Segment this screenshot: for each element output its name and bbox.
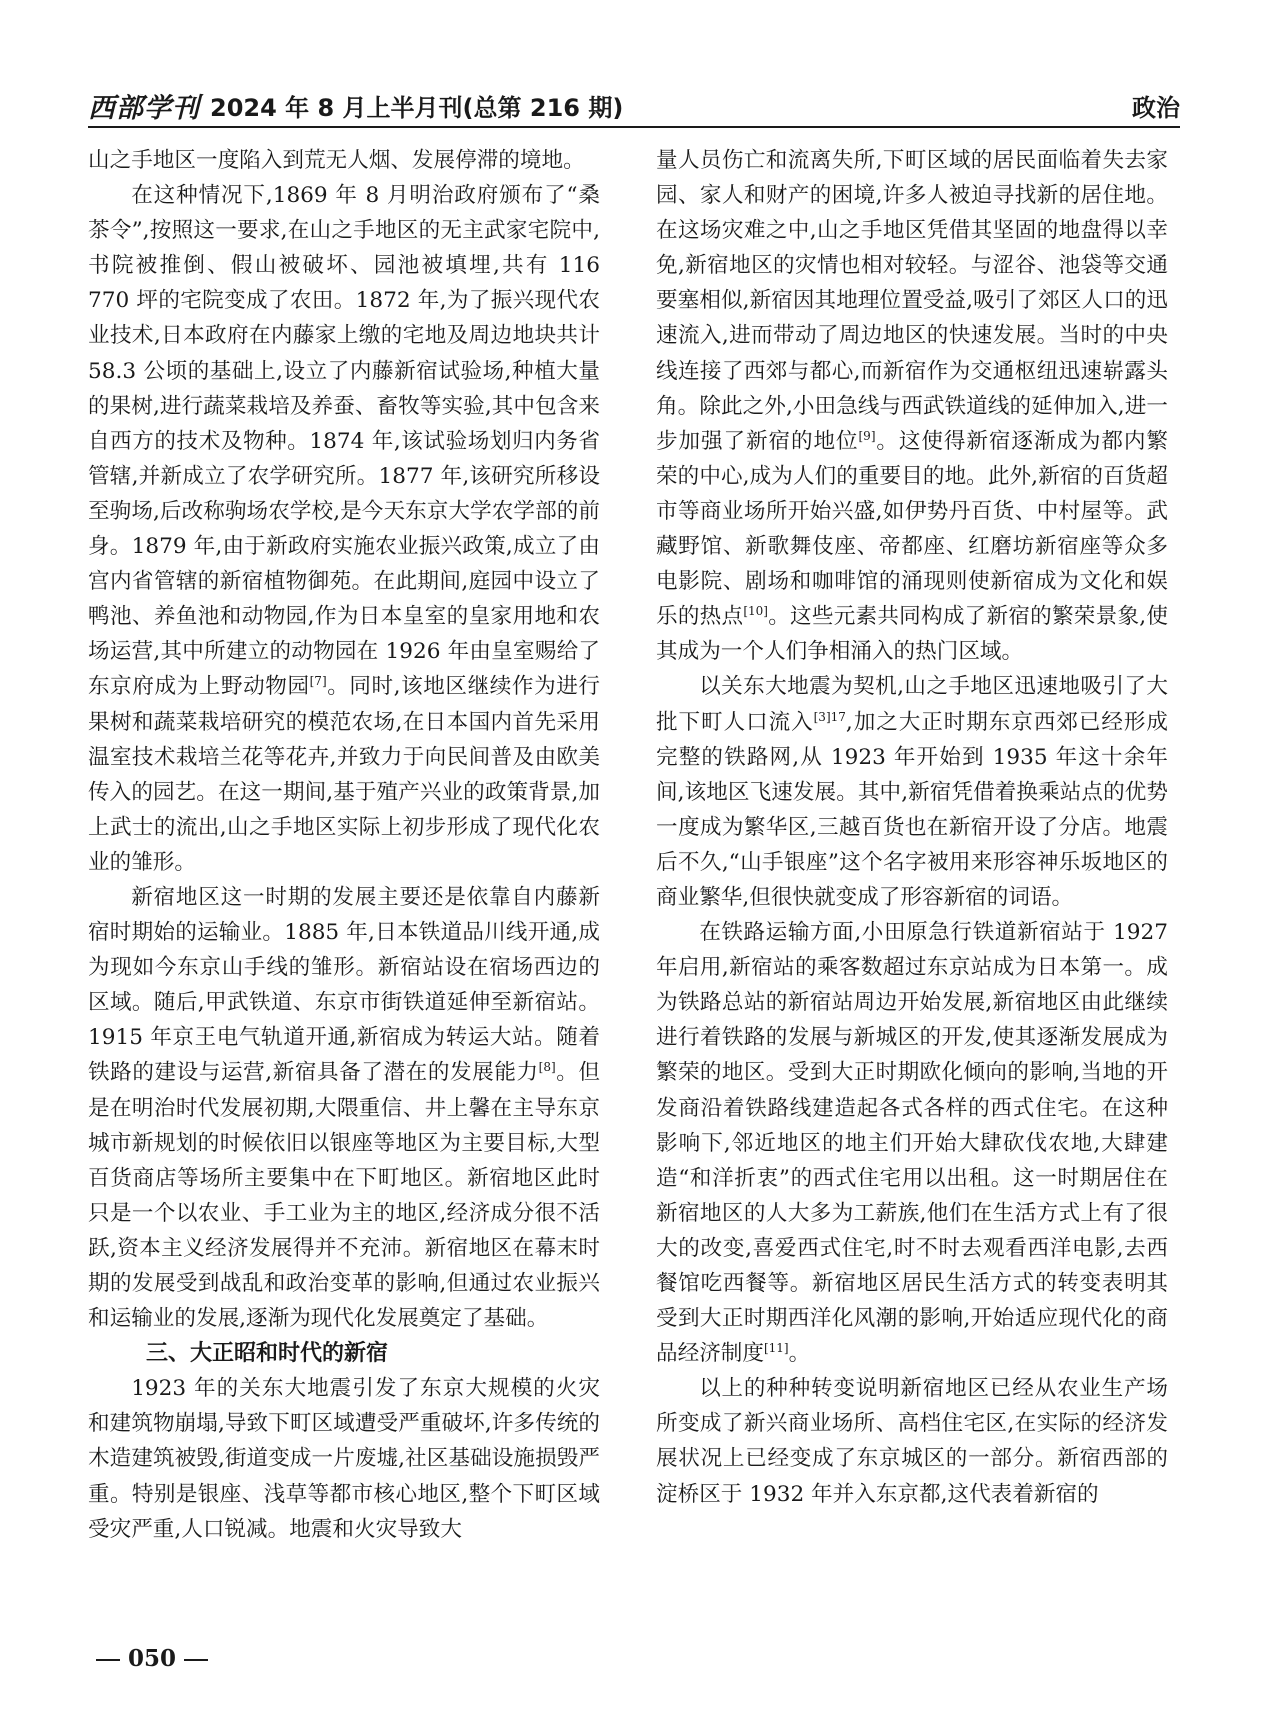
journal-logo: 西部学刊 bbox=[88, 93, 200, 124]
citation-ref: [3]17 bbox=[813, 709, 846, 724]
paragraph: 在这种情况下,1869 年 8 月明治政府颁布了“桑茶令”,按照这一要求,在山之手地区的无主武家宅院中,书院被推倒、假山被破坏、园池被填埋,共有 116 770 坪的宅院变成了农田。1872 年,为了振兴现代农业技术,日本政府在内藤家上缴的宅地及周边地块共计 58.3 公顷的基础上,设立了内藤新宿试验场,种植大量的果树,进行蔬菜栽培及养蚕、畜牧等实验,其中包含来自西方的技术及物种。1874 年,该试验场划归内务省管辖,并新成立了农学研究所。1877 年,该研究所移设至驹场,后改称驹场农学校,是今天东京大学农学部的前身。1879 年,由于新政府实施农业振兴政策,成立了由宫内省管辖的新宿植物御苑。在此期间,庭园中设立了鸭池、养鱼池和动物园,作为日本皇室的皇家用地和农场运营,其中所建立的动物园在 1926 年由皇室赐给了东京府成为上野动物园[7]。同时,该地区继续作为进行果树和蔬菜栽培研究的模范农场,在日本国内首先采用温室技术栽培兰花等花卉,并致力于向民间普及由欧美传入的园艺。在这一期间,基于殖产兴业的政策背景,加上武士的流出,山之手地区实际上初步形成了现代化农业的雏形。 bbox=[88, 183, 600, 875]
folio-dash bbox=[96, 1659, 120, 1661]
header-rule bbox=[88, 126, 1180, 128]
section-heading: 三、大正昭和时代的新宿 bbox=[146, 1341, 389, 1367]
paragraph: 新宿地区这一时期的发展主要还是依靠自内藤新宿时期始的运输业。1885 年,日本铁道品川线开通,成为现如今东京山手线的雏形。新宿站设在宿场西边的区域。随后,甲武铁道、东京市街铁道延伸至新宿站。1915 年京王电气轨道开通,新宿成为转运大站。随着铁路的建设与运营,新宿具备了潜在的发展能力[8]。但是在明治时代发展初期,大隈重信、井上馨在主导东京城市新规划的时候依旧以银座等地区为主要目标,大型百货商店等场所主要集中在下町地区。新宿地区此时只是一个以农业、手工业为主的地区,经济成分很不活跃,资本主义经济发展得并不充沛。新宿地区在幕末时期的发展受到战乱和政治变革的影响,但通过农业振兴和运输业的发展,逐渐为现代化发展奠定了基础。 bbox=[88, 884, 600, 1332]
citation-ref: [10] bbox=[743, 604, 768, 619]
citation-ref: [9] bbox=[858, 428, 876, 443]
paragraph: 量人员伤亡和流离失所,下町区域的居民面临着失去家园、家人和财产的困境,许多人被迫寻找新的居住地。在这场灾难之中,山之手地区凭借其坚固的地盘得以幸免,新宿地区的灾情也相对较轻。与涩谷、池袋等交通要塞相似,新宿因其地理位置受益,吸引了郊区人口的迅速流入,进而带动了周边地区的快速发展。当时的中央线连接了西郊与都心,而新宿作为交通枢纽迅速崭露头角。除此之外,小田急线与西武铁道线的延伸加入,进一步加强了新宿的地位[9]。这使得新宿逐渐成为都内繁荣的中心,成为人们的重要目的地。此外,新宿的百货超市等商业场所开始兴盛,如伊势丹百货、中村屋等。武藏野馆、新歌舞伎座、帝都座、红磨坊新宿座等众多电影院、剧场和咖啡馆的涌现则使新宿成为文化和娱乐的热点[10]。这些元素共同构成了新宿的繁荣景象,使其成为一个人们争相涌入的热门区域。 bbox=[656, 148, 1168, 665]
running-header bbox=[88, 84, 1180, 124]
paragraph: 以上的种种转变说明新宿地区已经从农业生产场所变成了新兴商业场所、高档住宅区,在实际的经济发展状况上已经变成了东京城区的一部分。新宿西部的淀桥区于 1932 年并入东京都,这代表着新宿的 bbox=[656, 1376, 1168, 1507]
right-column bbox=[656, 143, 1168, 1512]
left-column bbox=[88, 143, 600, 1547]
citation-ref: [7] bbox=[309, 674, 327, 689]
section-label: 政治 bbox=[1132, 94, 1180, 122]
paragraph: 1923 年的关东大地震引发了东京大规模的火灾和建筑物崩塌,导致下町区域遭受严重破坏,许多传统的木造建筑被毁,街道变成一片废墟,社区基础设施损毁严重。特别是银座、浅草等都市核心地区,整个下町区域受灾严重,人口锐减。地震和火灾导致大 bbox=[88, 1376, 600, 1542]
citation-ref: [11] bbox=[763, 1341, 789, 1355]
issue-info: 2024 年 8 月上半月刊(总第 216 期) bbox=[210, 94, 624, 122]
paragraph: 以关东大地震为契机,山之手地区迅速地吸引了大批下町人口流入$^{[3]17}$,加之大正时期东京西郊已经形成完整的铁路网,从 1923 年开始到 1935 年这十余年间,该地区飞速发展。其中,新宿凭借着换乘站点的优势一度成为繁华区,三越百货也在新宿开设了分店。地震后不久,“山手银座”这个名字被用来形容神乐坂地区的商业繁华,但很快就变成了形容新宿的词语。 bbox=[656, 674, 1168, 910]
folio-dash bbox=[184, 1659, 208, 1661]
citation-ref: [8] bbox=[538, 1060, 556, 1075]
page-number: 050 bbox=[88, 1645, 216, 1672]
paragraph: 山之手地区一度陷入到荒无人烟、发展停滞的境地。 bbox=[88, 148, 585, 173]
paragraph: 在铁路运输方面,小田原急行铁道新宿站于 1927 年启用,新宿站的乘客数超过东京站成为日本第一。成为铁路总站的新宿站周边开始发展,新宿地区由此继续进行着铁路的发展与新城区的开发,使其逐渐发展成为繁荣的地区。受到大正时期欧化倾向的影响,当地的开发商沿着铁路线建造起各式各样的西式住宅。在这种影响下,邻近地区的地主们开始大肆砍伐农地,大肆建造“和洋折衷”的西式住宅用以出租。这一时期居住在新宿地区的人大多为工薪族,他们在生活方式上有了很大的改变,喜爱西式住宅,时不时去观看西洋电影,去西餐馆吃西餐等。新宿地区居民生活方式的转变表明其受到大正时期西洋化风潮的影响,开始适应现代化的商品经济制度[11]。 bbox=[656, 920, 1168, 1367]
